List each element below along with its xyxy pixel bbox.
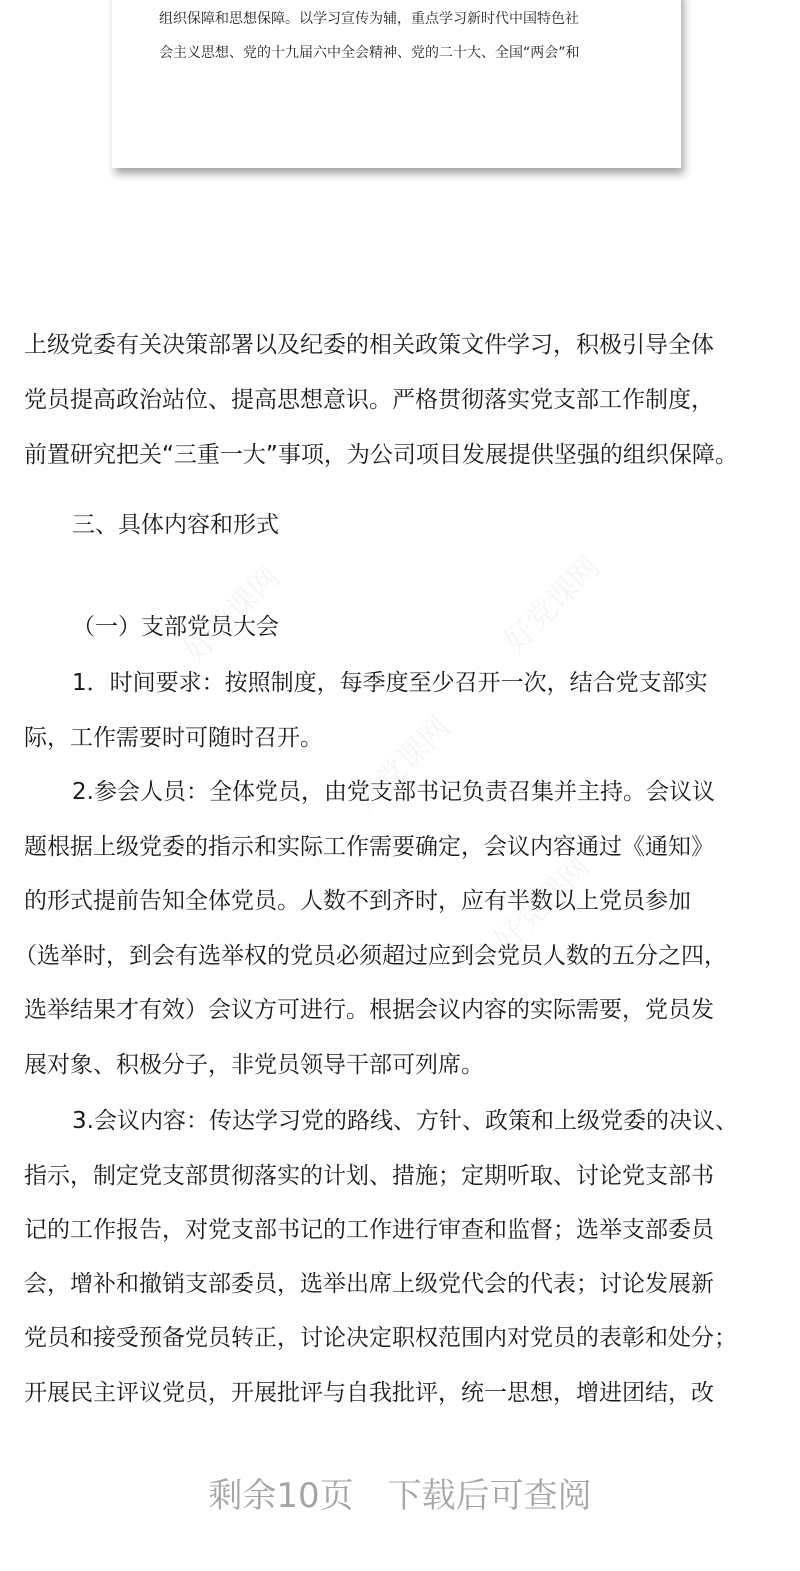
body-line: 际，工作需要时可随时召开。: [24, 725, 323, 751]
body-line: 党员和接受预备党员转正，讨论决定职权范围内对党员的表彰和处分；: [24, 1325, 737, 1351]
preview-page-card: [112, 0, 681, 168]
body-line: 会，增补和撤销支部委员，选举出席上级党代会的代表；讨论发展新: [24, 1271, 714, 1297]
body-line: 题根据上级党委的指示和实际工作需要确定，会议内容通过《通知》: [24, 834, 714, 860]
body-line: 的形式提前告知全体党员。人数不到齐时，应有半数以上党员参加: [24, 888, 691, 914]
body-line: 选举结果才有效）会议方可进行。根据会议内容的实际需要，党员发: [24, 997, 714, 1023]
body-line: 1．时间要求：按照制度，每季度至少召开一次，结合党支部实: [72, 670, 708, 696]
body-line: 记的工作报告，对党支部书记的工作进行审查和监督；选举支部委员: [24, 1217, 714, 1243]
body-line: 展对象、积极分子，非党员领导干部可列席。: [24, 1052, 484, 1078]
download-prompt[interactable]: [0, 1468, 800, 1517]
card-text-line: 会主义思想、党的十九届六中全会精神、党的二十大、全国“两会”和: [159, 45, 580, 61]
body-line: 指示，制定党支部贯彻落实的计划、措施；定期听取、讨论党支部书: [24, 1163, 714, 1189]
download-to-view-text[interactable]: 下载后可查阅: [387, 1476, 592, 1516]
body-line: 3.会议内容：传达学习党的路线、方针、政策和上级党委的决议、: [72, 1108, 738, 1134]
card-text-line: 组织保障和思想保障。以学习宣传为辅，重点学习新时代中国特色社: [159, 11, 579, 27]
body-line: 党员提高政治站位、提高思想意识。严格贯彻落实党支部工作制度，: [24, 387, 714, 413]
body-line: 开展民主评议党员，开展批评与自我批评，统一思想，增进团结，改: [24, 1380, 714, 1406]
body-line: （选举时，到会有选举权的党员必须超过应到会党员人数的五分之四，: [14, 943, 727, 969]
section-heading: 三、具体内容和形式: [72, 512, 279, 538]
body-line: 上级党委有关决策部署以及纪委的相关政策文件学习，积极引导全体: [24, 332, 714, 358]
remaining-pages-text: 剩余10页: [208, 1476, 354, 1516]
subsection-heading: （一）支部党员大会: [72, 614, 279, 640]
body-line: 2.参会人员：全体党员，由党支部书记负责召集并主持。会议议: [72, 779, 715, 805]
watermark: [492, 544, 608, 660]
body-line: 前置研究把关“三重一大”事项，为公司项目发展提供坚强的组织保障。: [24, 442, 738, 468]
